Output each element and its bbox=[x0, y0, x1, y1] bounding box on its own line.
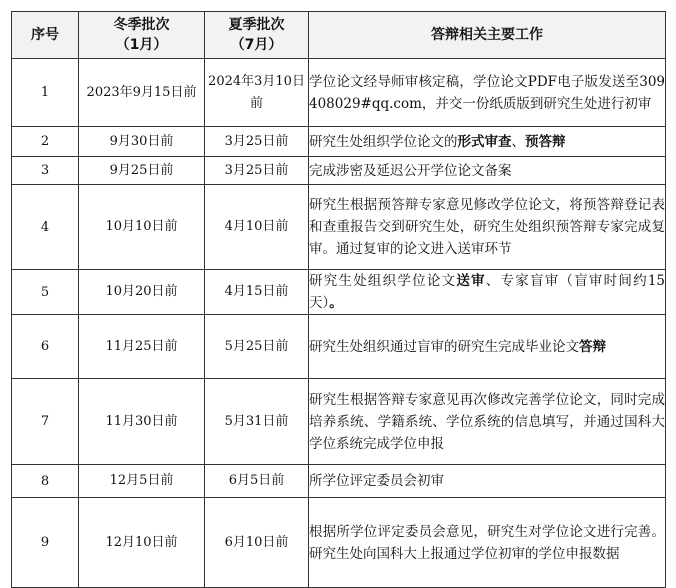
table-body bbox=[12, 59, 666, 588]
row-serial-number: 6 bbox=[12, 315, 79, 379]
row-serial-number: 7 bbox=[12, 379, 79, 465]
work-emphasis-text: 送审 bbox=[456, 273, 486, 289]
defense-schedule-table bbox=[11, 11, 666, 588]
work-text: 研究生处组织学位论文的 bbox=[309, 133, 458, 150]
row-work-description bbox=[309, 379, 666, 465]
table-row bbox=[12, 157, 666, 185]
row-serial-number: 1 bbox=[12, 59, 79, 127]
table-row bbox=[12, 498, 666, 588]
table-row bbox=[12, 270, 666, 315]
row-winter-deadline: 9月25日前 bbox=[79, 157, 205, 185]
row-summer-deadline: 4月10日前 bbox=[205, 185, 309, 270]
row-work-description bbox=[309, 185, 666, 270]
row-summer-deadline: 3月25日前 bbox=[205, 127, 309, 157]
row-work-description bbox=[309, 315, 666, 379]
row-summer-deadline: 2024年3月10日前 bbox=[205, 59, 309, 127]
row-serial-number: 9 bbox=[12, 498, 79, 588]
row-winter-deadline: 10月10日前 bbox=[79, 185, 205, 270]
work-emphasis-text: 。 bbox=[329, 295, 343, 311]
work-emphasis-text: 答辩 bbox=[579, 338, 606, 355]
header-winter-batch bbox=[79, 12, 205, 59]
row-summer-deadline: 6月10日前 bbox=[205, 498, 309, 588]
work-text: 学位论文经导师审核定稿，学位论文PDF电子版发送至309408029#qq.com，并交一份纸质版到研究生处进行初审 bbox=[309, 73, 665, 112]
row-work-description bbox=[309, 157, 666, 185]
header-main-work: 答辩相关主要工作 bbox=[309, 12, 666, 59]
work-emphasis-text: 形式审查 bbox=[457, 133, 512, 150]
work-text: 研究生根据预答辩专家意见修改学位论文，将预答辩登记表和查重报告交到研究生处，研究生处组织预答辩专家完成复审。通过复审的论文进入送审环节 bbox=[309, 197, 665, 257]
row-winter-deadline: 11月30日前 bbox=[79, 379, 205, 465]
row-work-description bbox=[309, 498, 666, 588]
table-header-row bbox=[12, 12, 666, 59]
row-winter-deadline: 12月10日前 bbox=[79, 498, 205, 588]
row-serial-number: 3 bbox=[12, 157, 79, 185]
row-winter-deadline: 9月30日前 bbox=[79, 127, 205, 157]
row-summer-deadline: 3月25日前 bbox=[205, 157, 309, 185]
work-text: 研究生处组织通过盲审的研究生完成毕业论文 bbox=[309, 338, 579, 355]
row-summer-deadline: 5月31日前 bbox=[205, 379, 309, 465]
row-serial-number: 8 bbox=[12, 465, 79, 498]
row-serial-number: 2 bbox=[12, 127, 79, 157]
row-work-description bbox=[309, 465, 666, 498]
row-serial-number: 5 bbox=[12, 270, 79, 315]
row-winter-deadline: 12月5日前 bbox=[79, 465, 205, 498]
table-row bbox=[12, 59, 666, 127]
row-winter-deadline: 10月20日前 bbox=[79, 270, 205, 315]
work-text: 根据所学位评定委员会意见，研究生对学位论文进行完善。研究生处向国科大上报通过学位初审的学位申报数据 bbox=[309, 523, 665, 562]
table-row bbox=[12, 315, 666, 379]
header-summer-batch bbox=[205, 12, 309, 59]
header-summer-batch-title: 夏季批次 bbox=[228, 17, 285, 33]
row-summer-deadline: 4月15日前 bbox=[205, 270, 309, 315]
row-summer-deadline: 6月5日前 bbox=[205, 465, 309, 498]
work-text: 、 bbox=[511, 133, 525, 150]
row-work-description bbox=[309, 270, 666, 315]
header-summer-batch-month: （7月） bbox=[230, 37, 283, 53]
work-text: 研究生处组织学位论文 bbox=[309, 273, 457, 289]
work-text: 、专家盲审（盲审时间约15天） bbox=[309, 273, 665, 311]
work-text: 研究生根据答辩专家意见再次修改完善学位论文，同时完成培养系统、学籍系统、学位系统的信息填写，并通过国科大学位系统完成学位申报 bbox=[309, 391, 665, 452]
table-row bbox=[12, 127, 666, 157]
header-serial-number: 序号 bbox=[12, 12, 79, 59]
row-winter-deadline: 2023年9月15日前 bbox=[79, 59, 205, 127]
table-row bbox=[12, 379, 666, 465]
work-text: 所学位评定委员会初审 bbox=[309, 473, 444, 489]
header-winter-batch-month: （1月） bbox=[115, 37, 168, 53]
work-text: 完成涉密及延迟公开学位论文备案 bbox=[309, 162, 512, 179]
row-winter-deadline: 11月25日前 bbox=[79, 315, 205, 379]
work-emphasis-text: 预答辩 bbox=[525, 133, 566, 150]
row-summer-deadline: 5月25日前 bbox=[205, 315, 309, 379]
row-work-description bbox=[309, 127, 666, 157]
table-row bbox=[12, 185, 666, 270]
table-row bbox=[12, 465, 666, 498]
row-work-description bbox=[309, 59, 666, 127]
row-serial-number: 4 bbox=[12, 185, 79, 270]
header-winter-batch-title: 冬季批次 bbox=[113, 17, 170, 33]
